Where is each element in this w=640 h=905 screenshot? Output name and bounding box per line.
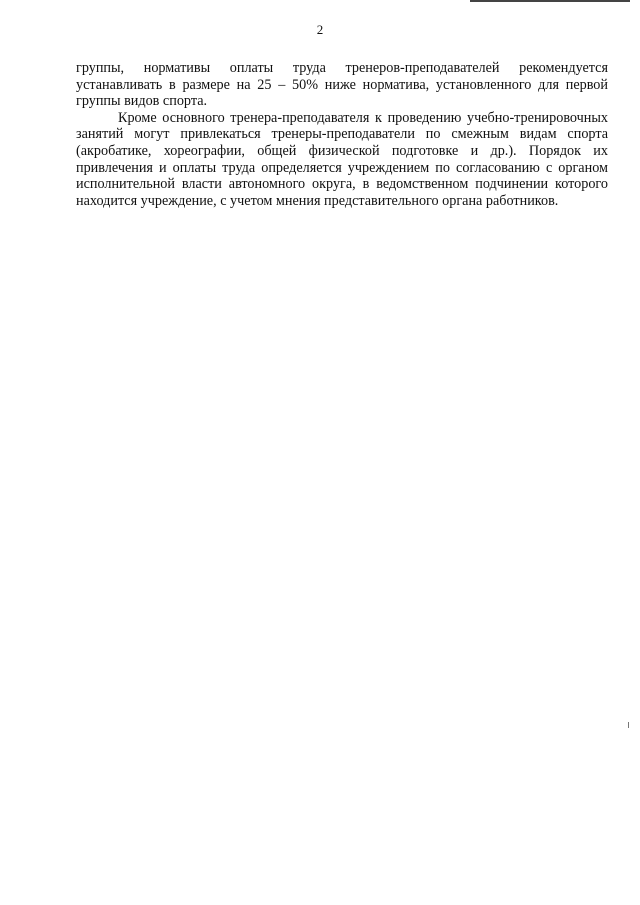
paragraph-continuation: группы, нормативы оплаты труда тренеров-преподавателей рекомендуется устанавливать в размере на 25 – 50% ниже норматива, установленного для первой группы видов спорта.: [76, 60, 608, 110]
scan-margin-mark: [628, 722, 629, 728]
page-number: 2: [316, 22, 324, 37]
paragraph-additional-trainers: Кроме основного тренера-преподавателя к проведению учебно-тренировочных занятий могут привлекаться тренеры-преподаватели по смежным видам спорта (акробатике, хореографии, общей физической подготовке и др.). Порядок их привлечения и оплаты труда определяется учреждением по согласованию с органом исполнительной власти автономного округа, в ведомственном подчинении которого находится учреждение, с учетом мнения представительного органа работников.: [76, 109, 608, 209]
header-rule: [470, 0, 630, 2]
document-body: [76, 60, 608, 209]
